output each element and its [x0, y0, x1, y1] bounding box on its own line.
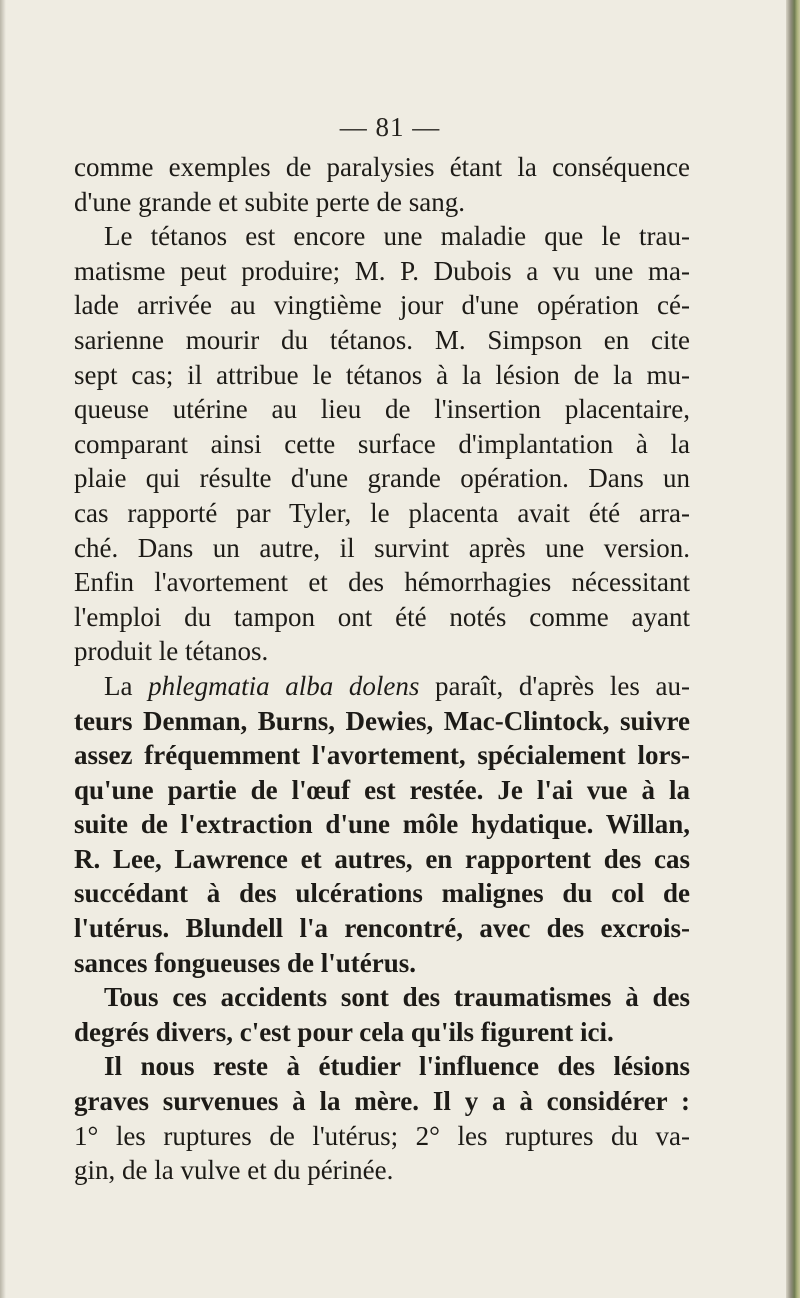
- text-line: l'emploi du tampon ont été notés comme ayant: [74, 601, 690, 632]
- text-span: paraît, d'après les au-: [419, 670, 690, 701]
- text-line: degrés divers, c'est pour cela qu'ils figurent ici.: [74, 1016, 614, 1047]
- text-line: graves survenues à la mère. Il y a à considérer :: [74, 1086, 690, 1117]
- text-line: R. Lee, Lawrence et autres, en rapportent des cas: [74, 843, 690, 874]
- text-line: 1° les ruptures de l'utérus; 2° les ruptures du va-: [74, 1120, 690, 1151]
- text-span: La: [104, 670, 149, 701]
- text-line: l'utérus. Blundell l'a rencontré, avec des excrois-: [74, 913, 690, 944]
- text-line: sept cas; il attribue le tétanos à la lésion de la mu-: [74, 359, 690, 390]
- text-line: plaie qui résulte d'une grande opération. Dans un: [74, 463, 690, 494]
- text-line: [74, 669, 690, 704]
- text-line: cas rapporté par Tyler, le placenta avait été arra-: [74, 497, 690, 528]
- text-line: Tous ces accidents sont des traumatismes à des: [104, 982, 690, 1013]
- text-line: comparant ainsi cette surface d'implantation à la: [74, 428, 690, 459]
- body-text: [74, 150, 690, 1188]
- text-line: lade arrivée au vingtième jour d'une opération cé-: [74, 290, 690, 321]
- text-line: succédant à des ulcérations malignes du col de: [74, 878, 690, 909]
- text-line: sarienne mourir du tétanos. M. Simpson en cite: [74, 324, 690, 355]
- text-line: d'une grande et subite perte de sang.: [74, 186, 465, 217]
- page-number: — 81 —: [339, 112, 441, 142]
- text-line: assez fréquemment l'avortement, spécialement lors-: [74, 740, 690, 771]
- latin-term: phlegmatia alba dolens: [148, 670, 420, 701]
- text-line: qu'une partie de l'œuf est restée. Je l'ai vue à la: [74, 774, 690, 805]
- text-line: Il nous reste à étudier l'influence des lésions: [104, 1051, 690, 1082]
- text-line: Le tétanos est encore une maladie que le trau-: [104, 221, 690, 252]
- page-gutter-shadow: [0, 0, 6, 1298]
- text-line: produit le tétanos.: [74, 636, 269, 667]
- text-line: teurs Denman, Burns, Dewies, Mac-Clintock, suivre: [74, 705, 690, 736]
- book-binding-edge: [786, 0, 800, 1298]
- text-line: suite de l'extraction d'une môle hydatique. Willan,: [74, 809, 690, 840]
- text-line: gin, de la vulve et du périnée.: [74, 1155, 394, 1186]
- text-line: comme exemples de paralysies étant la conséquence: [74, 152, 690, 182]
- text-line: queuse utérine au lieu de l'insertion placentaire,: [74, 394, 690, 425]
- text-line: matisme peut produire; M. P. Dubois a vu une ma-: [74, 255, 690, 286]
- text-line: sances fongueuses de l'utérus.: [74, 947, 417, 978]
- text-line: ché. Dans un autre, il survint après une version.: [74, 532, 690, 563]
- text-line: Enfin l'avortement et des hémorrhagies nécessitant: [74, 567, 690, 598]
